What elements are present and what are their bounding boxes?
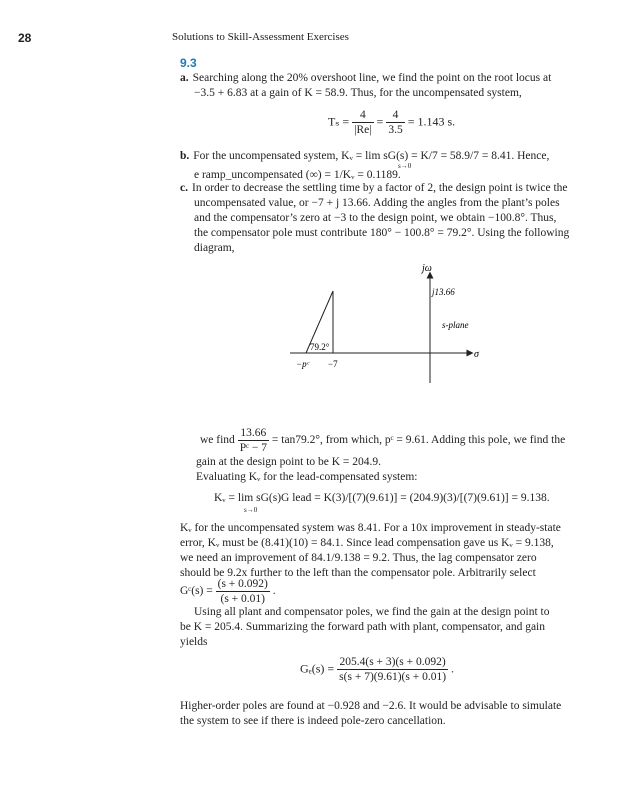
kv-lim-sub: s→0	[244, 506, 258, 514]
lag-line-0: Kᵥ for the uncompensated system was 8.41. For a 10x improvement in steady-state	[180, 522, 561, 534]
ge-equation	[300, 655, 454, 684]
gain-line-2: yields	[180, 636, 208, 648]
ge-lhs: Gₑ(s) =	[300, 661, 335, 676]
eq-frac-2-den: 3.5	[388, 124, 403, 136]
tan-frac-den: Pᶜ − 7	[239, 442, 268, 454]
part-a-label: a.	[180, 72, 189, 84]
after-line2: gain at the design point to be K = 204.9.	[196, 456, 382, 468]
jw-label: jω	[422, 263, 432, 274]
gc-end: .	[272, 585, 276, 598]
part-c-line-0: In order to decrease the settling time by a factor of 2, the design point is twice the	[191, 182, 568, 194]
tan-equation	[200, 426, 565, 455]
after-line3: Evaluating Kᵥ for the lead-compensated system:	[196, 471, 418, 483]
part-b-line1: For the uncompensated system, Kᵥ = lim sG(s) = K/7 = 58.9/7 = 8.41. Hence,	[193, 150, 550, 162]
s-plane-label: s-plane	[442, 320, 469, 330]
eq-frac-1-num: 4	[352, 108, 373, 123]
part-c-line-2: and the compensator’s zero at −3 to the design point, we obtain −100.8°. Thus,	[194, 212, 557, 224]
ge-end: .	[451, 661, 455, 676]
gc-den: (s + 0.01)	[220, 593, 265, 605]
angle-label: 79.2°	[310, 342, 330, 352]
part-c-line-3: the compensator pole must contribute 180° − 100.8° = 79.2°. Using the following	[194, 227, 570, 239]
final-line-0: Higher-order poles are found at −0.928 and −2.6. It would be advisable to simulate	[180, 700, 562, 712]
eq-frac-2-num: 4	[386, 108, 404, 123]
gain-line-1: be K = 205.4. Summarizing the forward path with plant, compensator, and gain	[180, 621, 545, 633]
eq-frac-1	[352, 108, 373, 137]
tan-frac-num: 13.66	[238, 426, 269, 441]
gain-line-0: Using all plant and compensator poles, we find the gain at the design point to	[194, 606, 550, 618]
j-value-label: j13.66	[432, 287, 455, 297]
settling-time-equation	[328, 108, 455, 137]
part-b-label: b.	[180, 150, 190, 162]
sigma-label: σ	[474, 349, 479, 360]
tan-rest: = tan79.2°, from which, pᶜ = 9.61. Adding this pole, we find the	[271, 434, 566, 447]
tan-frac	[238, 426, 269, 455]
part-c-line-1: uncompensated value, or −7 + j 13.66. Adding the angles from the plant’s poles	[194, 197, 560, 209]
part-a-line2: −3.5 + 6.83 at a gain of K = 58.9. Thus, for the uncompensated system,	[194, 87, 522, 99]
part-c-label: c.	[180, 182, 188, 194]
lag-line-3: should be 9.2x further to the left than the compensator pole. Arbitrarily select	[180, 567, 536, 579]
lag-line-2: we need an improvement of 84.1/9.138 = 9.2. Thus, the lag compensator zero	[180, 552, 537, 564]
running-head: Solutions to Skill-Assessment Exercises	[172, 31, 349, 43]
pc-label: −pᶜ	[296, 359, 309, 369]
gc-num: (s + 0.092)	[217, 578, 268, 590]
we-find-text: we find	[200, 434, 235, 447]
part-b-lim-sub: s→0	[398, 162, 412, 170]
minus-seven-label: −7	[328, 359, 338, 369]
kv-equation-text: Kᵥ = lim sG(s)G lead = K(3)/[(7)(9.61)] = (204.9)(3)/[(7)(9.61)] = 9.138.	[214, 492, 550, 504]
ge-num: 205.4(s + 3)(s + 0.092)	[337, 655, 448, 670]
page-number: 28	[18, 31, 32, 45]
section-number: 9.3	[180, 56, 197, 70]
eq-frac-2	[386, 108, 404, 137]
gc-frac	[216, 577, 270, 606]
eq-ts-rhs: = 1.143 s.	[407, 114, 456, 129]
part-c-line-4: diagram,	[194, 242, 235, 254]
eq-equals: =	[376, 114, 384, 129]
part-b-line2: e ramp_uncompensated (∞) = 1/Kᵥ = 0.1189.	[194, 169, 401, 181]
eq-ts-lhs: Tₛ =	[328, 114, 350, 129]
gc-equation	[180, 577, 276, 606]
eq-frac-1-den: |Re|	[354, 124, 372, 136]
part-a-line1: Searching along the 20% overshoot line, we find the point on the root locus at	[192, 72, 552, 84]
final-line-1: the system to see if there is indeed pole-zero cancellation.	[180, 715, 446, 727]
gc-lhs: Gᶜ(s) =	[180, 585, 213, 598]
lag-line-1: error, Kᵥ must be (8.41)(10) = 84.1. Since lead compensation gave us Kᵥ = 9.138,	[180, 537, 554, 549]
ge-den: s(s + 7)(9.61)(s + 0.01)	[339, 671, 447, 683]
ge-frac	[337, 655, 448, 684]
s-plane-diagram	[270, 255, 500, 385]
